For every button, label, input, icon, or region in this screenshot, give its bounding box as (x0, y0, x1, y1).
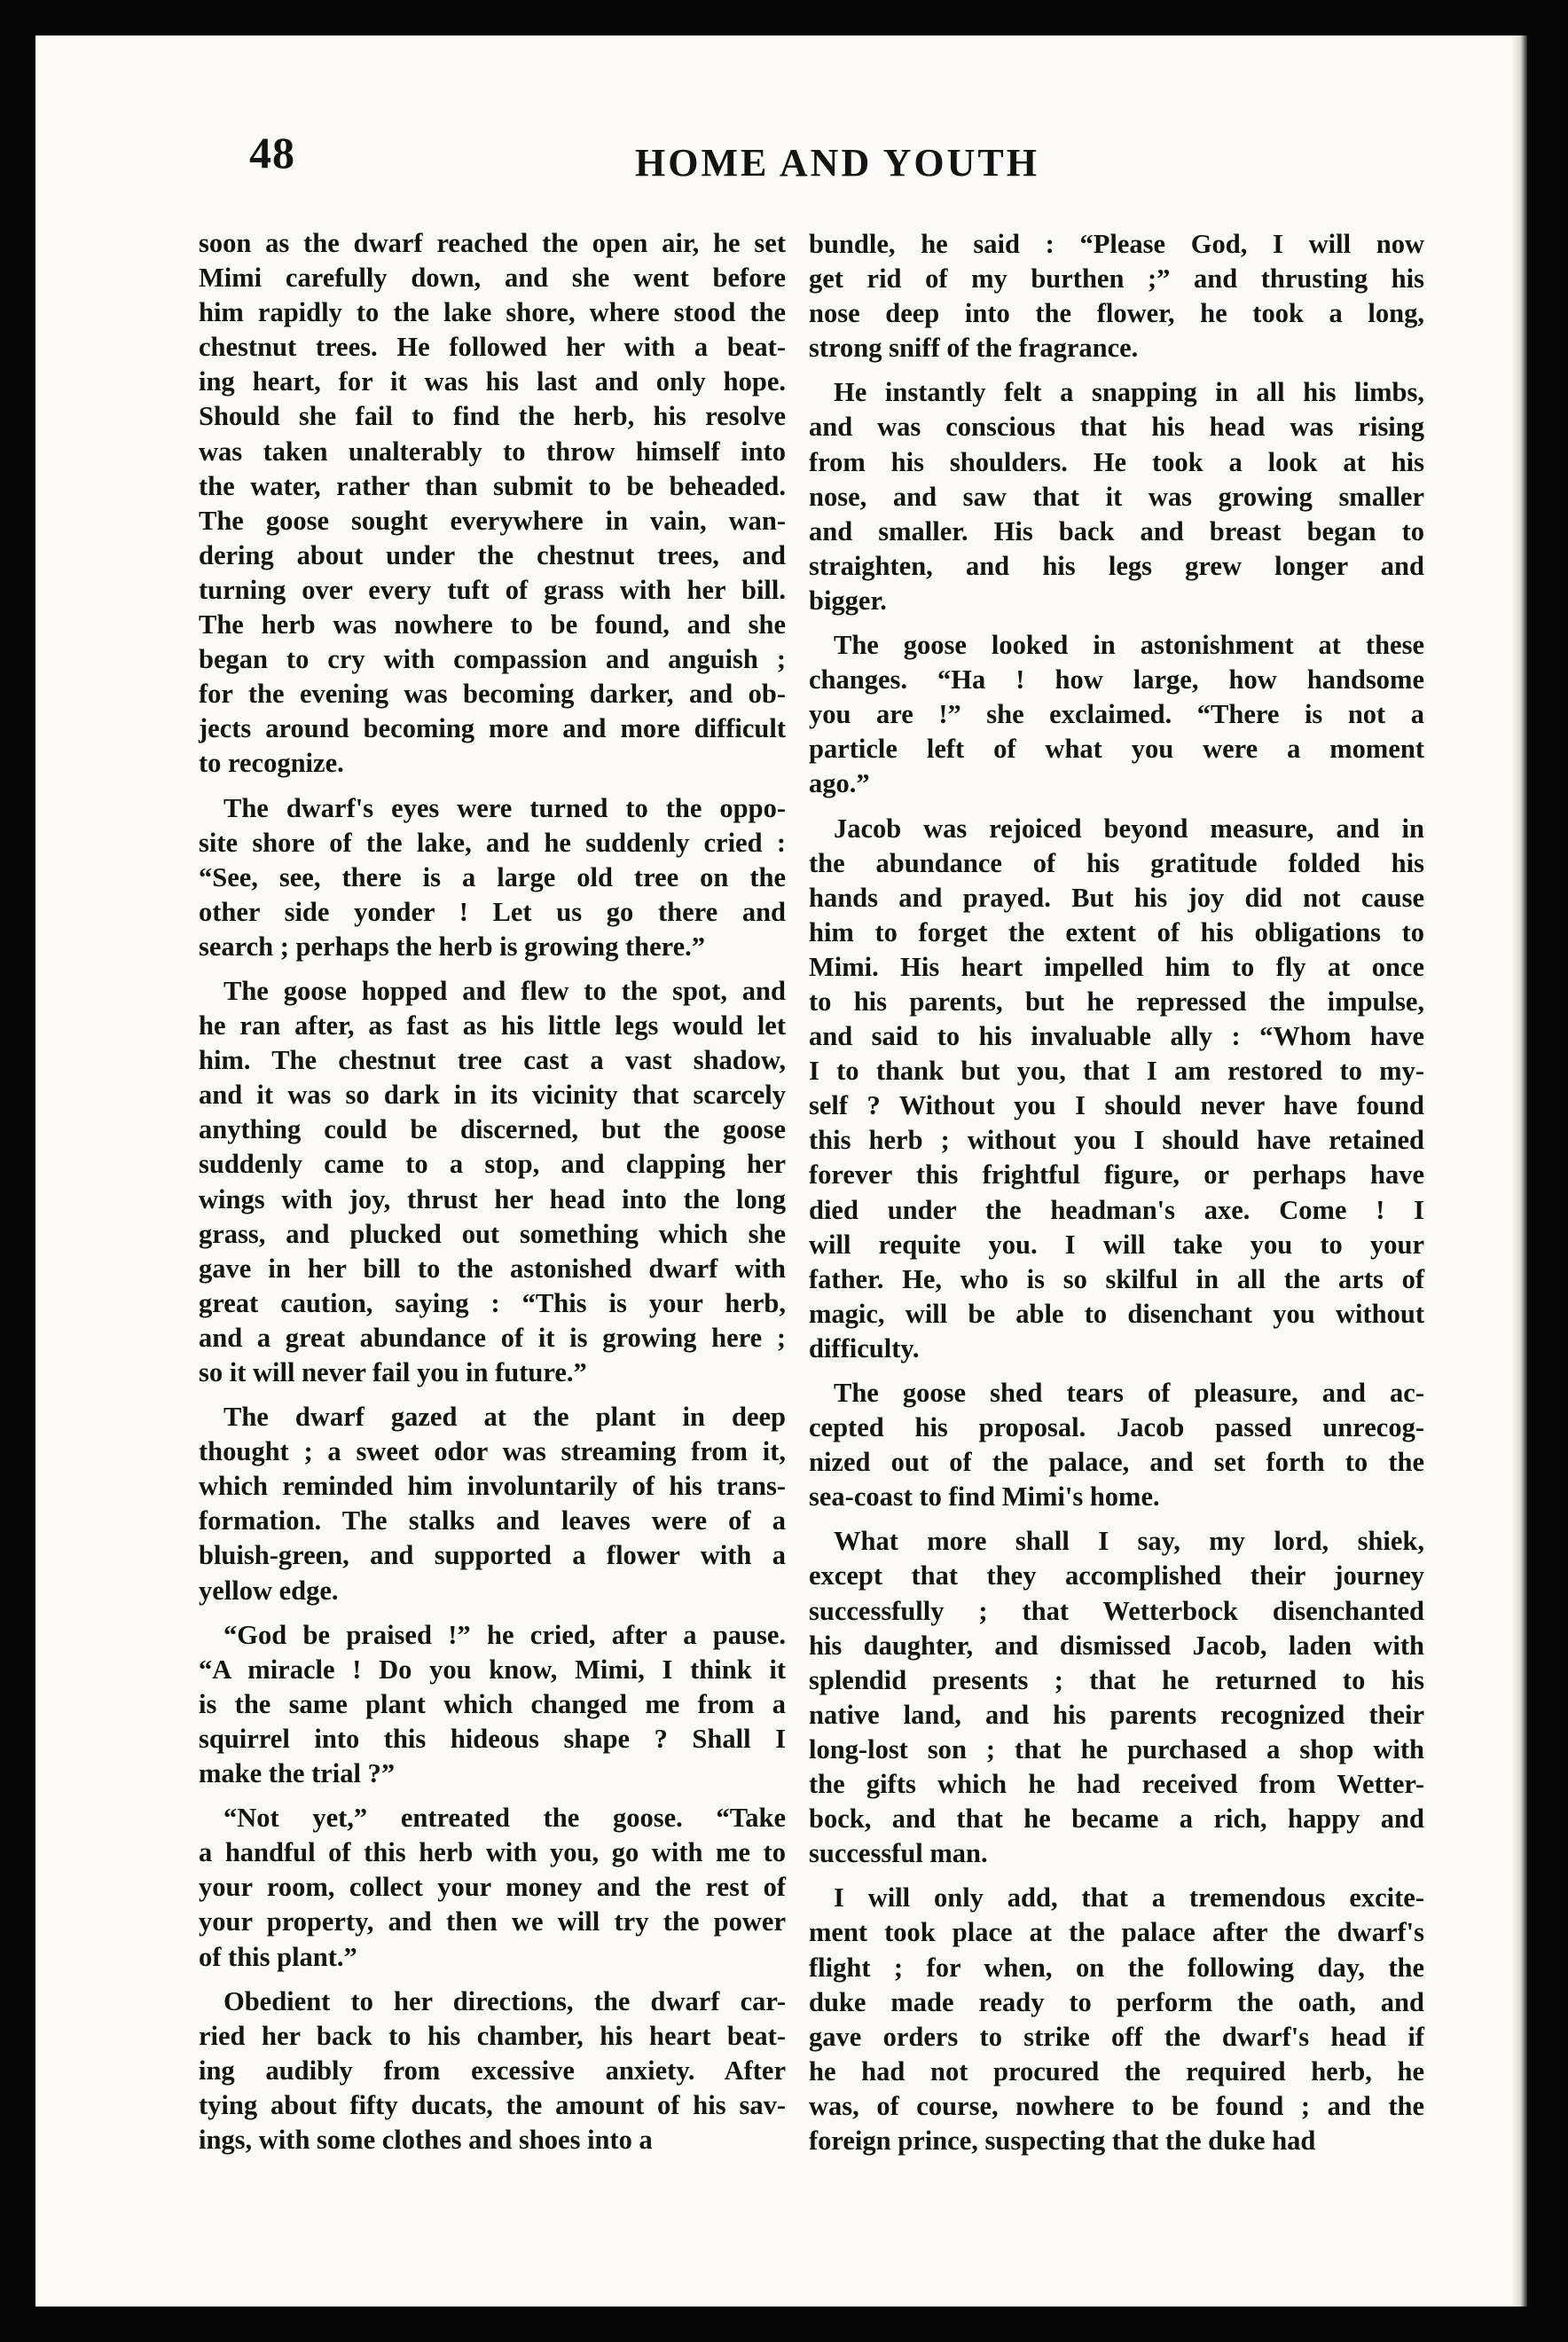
page-edge-shadow (1511, 35, 1527, 2307)
text-line: other side yonder ! Let us go there and (199, 896, 786, 927)
text-line: “See, see, there is a large old tree on the (199, 861, 786, 892)
text-line: except that they accomplished their journey (809, 1560, 1424, 1591)
text-line: The dwarf gazed at the plant in deep (223, 1402, 786, 1433)
text-line: foreign prince, suspecting that the duke had (809, 2125, 1316, 2156)
text-line: and a great abundance of it is growing here ; (199, 1322, 786, 1353)
text-line: jects around becoming more and more difficult (199, 713, 786, 744)
text-line: suddenly came to a stop, and clapping her (199, 1149, 786, 1180)
text-line: self ? Without you I should never have found (809, 1090, 1424, 1121)
text-line: anything could be discerned, but the goose (199, 1114, 786, 1145)
paragraph-gap (199, 1791, 786, 1801)
paragraph (199, 1400, 786, 1608)
text-line: and it was so dark in its vicinity that scarcely (199, 1080, 786, 1111)
text-line: to his parents, but he repressed the impulse, (809, 986, 1424, 1017)
text-line: so it will never fail you in future.” (199, 1357, 587, 1387)
text-line: was, of course, nowhere to be found ; and the (809, 2090, 1424, 2121)
text-line: tying about fifty ducats, the amount of his sav- (199, 2089, 786, 2120)
text-line: Mimi. His heart impelled him to fly at once (809, 951, 1424, 982)
text-line: wings with joy, thrust her head into the long (199, 1183, 786, 1214)
text-line: Jacob was rejoiced beyond measure, and in (834, 813, 1424, 844)
text-line: forever this frightful figure, or perhaps have (809, 1159, 1424, 1191)
text-line: magic, will be able to disenchant you without (809, 1298, 1424, 1329)
text-line: bock, and that he became a rich, happy and (809, 1804, 1424, 1835)
text-line: from his shoulders. He took a look at his (809, 446, 1424, 477)
paragraph (199, 1984, 786, 2157)
paragraph-gap (809, 1366, 1424, 1376)
text-line: the abundance of his gratitude folded his (809, 847, 1424, 878)
text-line: nose deep into the flower, he took a long, (809, 298, 1424, 329)
text-line: and smaller. His back and breast began to (809, 515, 1424, 546)
text-line: make the trial ?” (199, 1758, 396, 1789)
text-line: chestnut trees. He followed her with a beat- (199, 332, 786, 363)
text-line: of this plant.” (199, 1941, 357, 1972)
book-page (35, 35, 1527, 2307)
text-line: bluish-green, and supported a flower with a (199, 1540, 786, 1571)
text-line: difficulty. (809, 1332, 920, 1364)
paragraph (809, 812, 1424, 1367)
text-line: straighten, and his legs grew longer and (809, 550, 1424, 581)
text-line: ment took place at the palace after the dwarf's (809, 1917, 1424, 1948)
paragraph-gap (199, 1975, 786, 1984)
text-line: native land, and his parents recognized their (809, 1699, 1424, 1730)
text-line: particle left of what you were a moment (809, 734, 1424, 765)
text-line: changes. “Ha ! how large, how handsome (809, 664, 1424, 696)
paragraph (809, 628, 1424, 801)
paragraph-gap (199, 1608, 786, 1618)
text-line: ried her back to his chamber, his heart beat- (199, 2020, 786, 2051)
text-line: The dwarf's eyes were turned to the oppo- (223, 792, 786, 823)
text-line: Should she fail to find the herb, his resolve (199, 401, 786, 432)
text-line: your property, and then we will try the power (199, 1906, 786, 1937)
paragraph-gap (809, 1514, 1424, 1524)
text-line: and said to his invaluable ally : “Whom have (809, 1021, 1424, 1052)
text-line: a handful of this herb with you, go with me to (199, 1837, 786, 1868)
text-line: ago.” (809, 768, 870, 799)
text-line: successful man. (809, 1838, 988, 1869)
text-line: hands and prayed. But his joy did not cause (809, 882, 1424, 913)
text-line: “God be praised !” he cried, after a pause. (223, 1619, 786, 1650)
paragraph (199, 791, 786, 964)
text-line: bigger. (809, 585, 887, 616)
text-line: The goose shed tears of pleasure, and ac- (834, 1378, 1424, 1408)
text-line: him to forget the extent of his obligations to (809, 916, 1424, 947)
paragraph (809, 1881, 1424, 2158)
paragraph-gap (199, 964, 786, 974)
text-line: was taken unalterably to throw himself into (199, 436, 786, 467)
text-line: he ran after, as fast as his little legs would let (199, 1010, 786, 1041)
paragraph (809, 1524, 1424, 1871)
text-line: turning over every tuft of grass with her bill. (199, 574, 786, 605)
text-line: he had not procured the required herb, he (809, 2055, 1424, 2087)
paragraph (809, 1376, 1424, 1514)
text-line: nose, and saw that it was growing smaller (809, 481, 1424, 512)
text-line: What more shall I say, my lord, shiek, (834, 1526, 1424, 1557)
running-head-title: HOME AND YOUTH (635, 141, 1039, 185)
text-line: his daughter, and dismissed Jacob, laden with (809, 1630, 1424, 1661)
text-line: the water, rather than submit to be beheaded. (199, 470, 786, 501)
text-line: The goose looked in astonishment at these (834, 630, 1424, 661)
text-line: the gifts which he had received from Wetter- (809, 1769, 1424, 1800)
text-line: nized out of the palace, and set forth to the (809, 1447, 1424, 1478)
paragraph (809, 375, 1424, 618)
text-line: get rid of my burthen ;” and thrusting his (809, 263, 1424, 295)
text-line: long-lost son ; that he purchased a shop with (809, 1733, 1424, 1764)
text-line: died under the headman's axe. Come ! I (809, 1194, 1424, 1225)
text-line: cepted his proposal. Jacob passed unrecog- (809, 1412, 1424, 1443)
text-line: you are !” she exclaimed. “There is not a (809, 699, 1424, 730)
text-line: flight ; for when, on the following day, the (809, 1952, 1424, 1983)
text-line: ings, with some clothes and shoes into a (199, 2124, 653, 2155)
text-line: dering about under the chestnut trees, and (199, 539, 786, 570)
text-line: and was conscious that his head was rising (809, 412, 1424, 443)
text-line: Obedient to her directions, the dwarf car- (223, 1985, 786, 2016)
right-text-column (809, 227, 1424, 2158)
text-line: bundle, he said : “Please God, I will now (809, 229, 1424, 259)
text-line: ing audibly from excessive anxiety. After (199, 2055, 786, 2086)
text-line: gave in her bill to the astonished dwarf with (199, 1253, 786, 1284)
text-line: formation. The stalks and leaves were of a (199, 1505, 786, 1536)
paragraph-gap (809, 1871, 1424, 1881)
text-line: The goose hopped and flew to the spot, and (223, 975, 786, 1006)
text-line: yellow edge. (199, 1575, 339, 1606)
text-line: will requite you. I will take you to your (809, 1229, 1424, 1260)
text-line: is the same plant which changed me from a (199, 1688, 786, 1719)
text-line: to recognize. (199, 748, 344, 779)
paragraph-gap (199, 782, 786, 791)
paragraph (199, 974, 786, 1390)
paragraph-gap (199, 1390, 786, 1400)
text-line: him rapidly to the lake shore, where stood the (199, 297, 786, 328)
paragraph (199, 1801, 786, 1974)
text-line: thought ; a sweet odor was streaming from it, (199, 1436, 786, 1467)
page-number: 48 (249, 128, 295, 177)
paragraph (809, 227, 1424, 365)
text-line: strong sniff of the fragrance. (809, 333, 1139, 364)
paragraph-gap (809, 618, 1424, 628)
text-line: great caution, saying : “This is your herb, (199, 1287, 786, 1318)
text-line: gave orders to strike off the dwarf's head if (809, 2021, 1424, 2052)
text-line: ing heart, for it was his last and only hope. (199, 366, 786, 397)
text-line: sea-coast to find Mimi's home. (809, 1481, 1160, 1513)
text-line: squirrel into this hideous shape ? Shall I (199, 1723, 786, 1754)
text-line: your room, collect your money and the rest of (199, 1872, 786, 1903)
text-line: successfully ; that Wetterbock disenchanted (809, 1595, 1424, 1626)
text-line: father. He, who is so skilful in all the arts of (809, 1263, 1424, 1294)
text-line: The goose sought everywhere in vain, wan- (199, 505, 786, 536)
text-line: him. The chestnut tree cast a vast shadow, (199, 1045, 786, 1076)
text-line: soon as the dwarf reached the open air, he set (199, 228, 786, 258)
paragraph-gap (809, 802, 1424, 812)
text-line: this herb ; without you I should have retained (809, 1125, 1424, 1156)
text-line: began to cry with compassion and anguish ; (199, 644, 786, 675)
text-line: grass, and plucked out something which she (199, 1218, 786, 1249)
text-line: I to thank but you, that I am restored to my- (809, 1056, 1424, 1087)
text-line: “A miracle ! Do you know, Mimi, I think it (199, 1654, 786, 1685)
paragraph (199, 226, 786, 782)
text-line: The herb was nowhere to be found, and she (199, 609, 786, 641)
text-line: search ; perhaps the herb is growing there.” (199, 931, 706, 962)
text-line: duke made ready to perform the oath, and (809, 1986, 1424, 2017)
paragraph (199, 1618, 786, 1791)
text-line: for the evening was becoming darker, and ob- (199, 679, 786, 710)
left-text-column (199, 226, 786, 2157)
text-line: “Not yet,” entreated the goose. “Take (223, 1803, 786, 1834)
text-line: I will only add, that a tremendous excite- (834, 1882, 1424, 1914)
text-line: Mimi carefully down, and she went before (199, 263, 786, 294)
text-line: site shore of the lake, and he suddenly cried : (199, 827, 786, 858)
text-line: He instantly felt a snapping in all his limbs, (834, 377, 1424, 408)
text-line: splendid presents ; that he returned to his (809, 1664, 1424, 1695)
paragraph-gap (809, 365, 1424, 375)
text-line: which reminded him involuntarily of his trans- (199, 1471, 786, 1502)
